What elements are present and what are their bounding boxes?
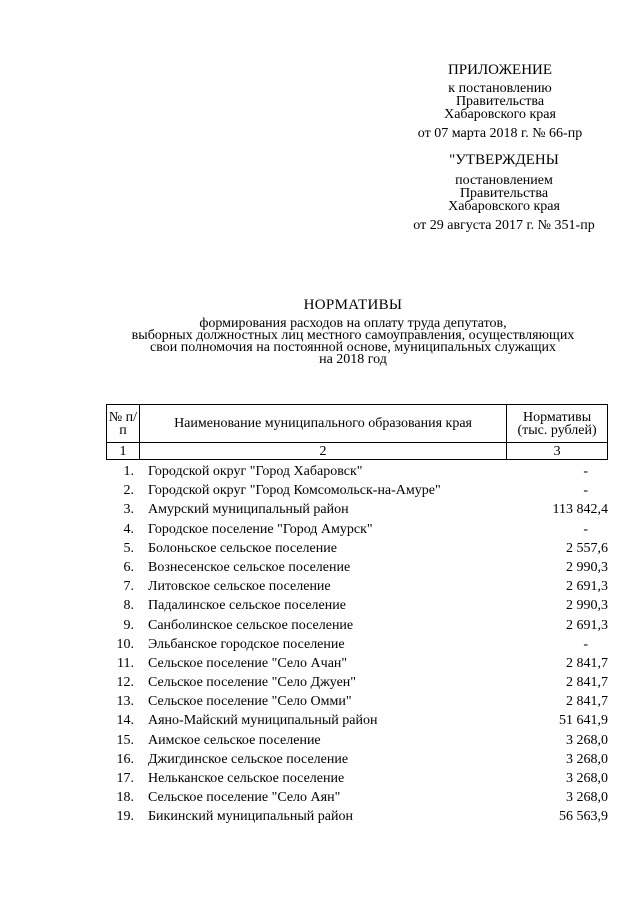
row-norm-value: 3 268,0 [566,771,608,786]
table-row [106,731,608,750]
row-norm-value: 3 268,0 [566,751,608,767]
row-number: 8. [123,598,134,614]
table-row [106,539,608,558]
row-municipality-name: Сельское поселение "Село Аян" [148,790,341,806]
row-norm-value: 3 268,0 [566,732,608,748]
row-number: 1. [123,464,134,479]
row-number: 5. [123,540,134,556]
appendix-date-line: от 07 марта 2018 г. № 66-пр [417,126,583,141]
row-municipality-name: Городской округ "Город Хабаровск" [148,464,363,479]
row-municipality-name: Аяно-Майский муниципальный район [148,713,378,729]
approved-line: постановлением [455,173,553,188]
row-number: 4. [123,521,134,537]
table-row [106,481,608,500]
row-number: 12. [116,675,134,691]
row-number: 6. [123,559,134,575]
row-number: 14. [116,713,134,729]
row-norm-value: 113 842,4 [552,502,608,518]
row-municipality-name: Джигдинское сельское поселение [148,751,349,767]
approved-line: Правительства [459,186,549,201]
table-row [106,654,608,673]
row-municipality-name: Падалинское сельское поселение [148,598,346,614]
row-number: 16. [116,751,134,767]
table-row [106,577,608,596]
row-norm-value: 2 990,3 [566,559,608,575]
row-norm-value: - [583,521,588,537]
row-norm-value: - [583,636,588,652]
table-row [106,596,608,615]
row-municipality-name: Сельское поселение "Село Омми" [148,694,352,710]
row-norm-value: 2 691,3 [566,617,608,633]
appendix-line: Хабаровского края [444,107,556,122]
subtitle-line: формирования расходов на оплату труда депутатов, [199,316,507,331]
row-number: 17. [116,771,134,786]
document-title: НОРМАТИВЫ [303,297,403,313]
approved-line: Хабаровского края [448,199,560,214]
table-row [106,769,608,788]
row-municipality-name: Сельское поселение "Село Ачан" [148,655,348,671]
table-row [106,520,608,539]
table-row [106,558,608,577]
row-norm-value: 2 990,3 [566,598,608,614]
row-norm-value: 2 691,3 [566,579,608,595]
row-norm-value: 51 641,9 [559,713,608,729]
approved-date-line: от 29 августа 2017 г. № 351-пр [413,218,595,233]
row-municipality-name: Городской округ "Город Комсомольск-на-Амуре" [148,483,441,499]
appendix-block [400,62,600,140]
table-row [106,635,608,654]
subtitle-line: выборных должностных лиц местного самоуправления, осуществляющих [131,328,575,343]
row-norm-value: - [583,464,588,479]
row-number: 9. [123,617,134,633]
appendix-line: Правительства [455,94,545,109]
norms-table-header [106,404,608,460]
row-municipality-name: Бикинский муниципальный район [148,809,353,825]
row-municipality-name: Городское поселение "Город Амурск" [148,521,373,537]
table-row [106,807,608,826]
row-number: 13. [116,694,134,710]
header-norms: Нормативы (тыс. рублей) [507,405,608,443]
column-number-3: 3 [507,443,608,460]
appendix-title: ПРИЛОЖЕНИЕ [447,62,553,78]
subtitle-line: свои полномочия на постоянной основе, муниципальных служащих [150,340,556,355]
row-number: 3. [123,502,134,518]
document-subtitle [0,318,636,366]
table-row [106,692,608,711]
row-number: 7. [123,579,134,595]
column-number-2: 2 [139,443,506,460]
row-number: 15. [116,732,134,748]
header-number: № п/п [107,405,140,443]
approved-title: "УТВЕРЖДЕНЫ [449,152,559,168]
row-municipality-name: Нельканское сельское поселение [148,771,345,786]
subtitle-line: на 2018 год [319,352,387,367]
row-number: 19. [116,809,134,825]
row-number: 11. [117,655,134,671]
row-municipality-name: Литовское сельское поселение [148,579,331,595]
table-row [106,750,608,769]
approved-block [404,152,604,232]
row-norm-value: 2 557,6 [566,540,608,556]
row-municipality-name: Болоньское сельское поселение [148,540,337,556]
row-norm-value: 3 268,0 [566,790,608,806]
row-norm-value: 2 841,7 [566,694,608,710]
table-row [106,673,608,692]
row-municipality-name: Аимское сельское поселение [148,732,321,748]
table-row [106,711,608,730]
row-number: 2. [123,483,134,499]
table-row [106,788,608,807]
row-municipality-name: Сельское поселение "Село Джуен" [148,675,357,691]
row-norm-value: - [583,483,588,499]
row-norm-value: 56 563,9 [559,809,608,825]
row-number: 10. [116,636,134,652]
norms-table-body [106,462,608,827]
row-municipality-name: Амурский муниципальный район [148,502,349,518]
appendix-line: к постановлению [448,81,552,96]
row-municipality-name: Вознесенское сельское поселение [148,559,351,575]
column-number-1: 1 [107,443,140,460]
table-row [106,616,608,635]
row-number: 18. [116,790,134,806]
table-row [106,500,608,519]
header-name: Наименование муниципального образования края [139,405,506,443]
row-norm-value: 2 841,7 [566,675,608,691]
row-municipality-name: Санболинское сельское поселение [148,617,354,633]
table-row [106,462,608,481]
row-municipality-name: Эльбанское городское поселение [148,636,345,652]
row-norm-value: 2 841,7 [566,655,608,671]
